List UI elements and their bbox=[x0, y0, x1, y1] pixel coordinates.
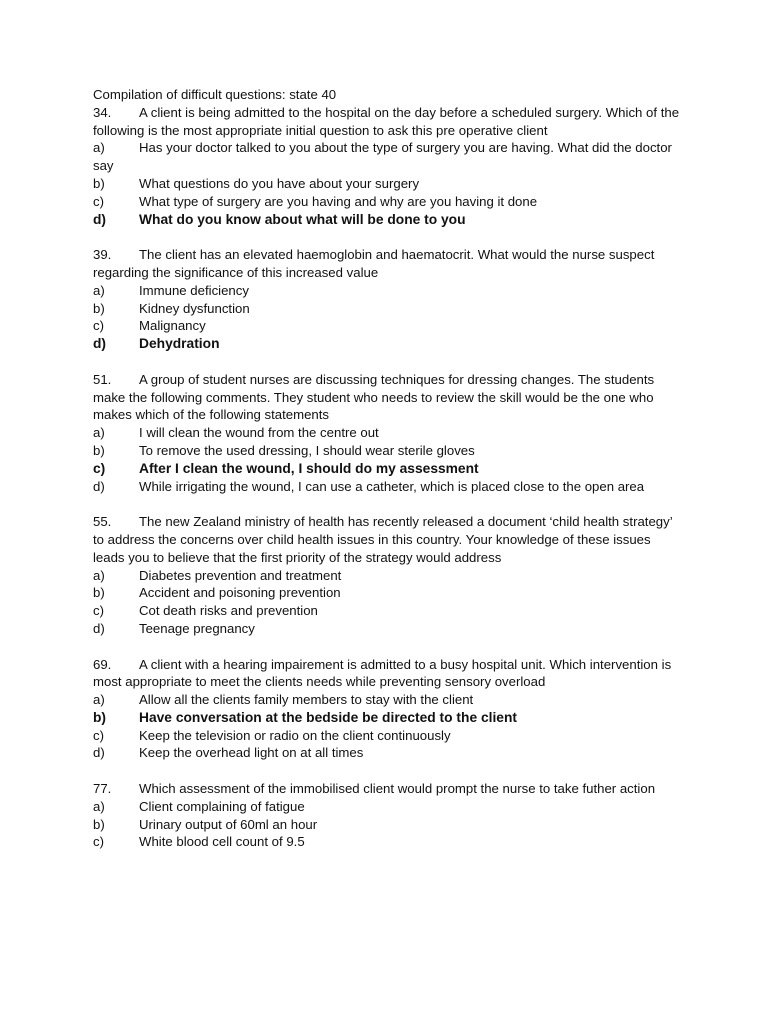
option-text: Cot death risks and prevention bbox=[139, 603, 318, 619]
answer-option-highlighted bbox=[93, 460, 683, 478]
option-label: b) bbox=[93, 709, 107, 725]
option-label: c) bbox=[93, 318, 104, 334]
option-text: Immune deficiency bbox=[139, 282, 249, 298]
answer-option bbox=[93, 833, 683, 851]
option-label: c) bbox=[93, 460, 106, 476]
question-number: 69. bbox=[93, 656, 112, 672]
answer-option bbox=[93, 282, 683, 300]
option-label: a) bbox=[93, 282, 105, 298]
question-block bbox=[93, 371, 683, 496]
answer-option bbox=[93, 478, 683, 496]
option-label: c) bbox=[93, 193, 104, 209]
option-text: What type of surgery are you having and why are you having it done bbox=[139, 193, 538, 209]
question-number: 55. bbox=[93, 514, 112, 530]
question-block bbox=[93, 656, 683, 763]
question-number: 34. bbox=[93, 104, 112, 120]
option-text: Has your doctor talked to you about the type of surgery you are having. What did the doctor say bbox=[93, 140, 672, 174]
option-label: b) bbox=[93, 442, 105, 458]
question-text-line bbox=[93, 656, 683, 692]
question-text: A group of student nurses are discussing techniques for dressing changes. The students make the following comments. They student who needs to review the skill would be the one who makes which of the following statements bbox=[93, 371, 655, 423]
option-text: Accident and poisoning prevention bbox=[139, 585, 341, 601]
option-text: Kidney dysfunction bbox=[139, 300, 250, 316]
answer-option bbox=[93, 424, 683, 442]
answer-option bbox=[93, 798, 683, 816]
question-number: 51. bbox=[93, 371, 112, 387]
question-block bbox=[93, 246, 683, 353]
option-label: c) bbox=[93, 727, 104, 743]
answer-option bbox=[93, 816, 683, 834]
option-label: d) bbox=[93, 478, 105, 494]
option-label: b) bbox=[93, 175, 105, 191]
question-text-line bbox=[93, 371, 683, 424]
question-block bbox=[93, 104, 683, 229]
option-label: a) bbox=[93, 567, 105, 583]
option-label: d) bbox=[93, 620, 105, 636]
option-label: a) bbox=[93, 692, 105, 708]
question-number: 77. bbox=[93, 781, 112, 797]
answer-option bbox=[93, 175, 683, 193]
option-text: Allow all the clients family members to stay with the client bbox=[139, 692, 474, 708]
answer-option bbox=[93, 620, 683, 638]
answer-option-highlighted bbox=[93, 211, 683, 229]
option-label: a) bbox=[93, 140, 105, 156]
question-list bbox=[93, 104, 683, 851]
answer-option bbox=[93, 727, 683, 745]
answer-option bbox=[93, 584, 683, 602]
option-text: To remove the used dressing, I should wear sterile gloves bbox=[139, 442, 475, 458]
answer-option-highlighted bbox=[93, 709, 683, 727]
document-page bbox=[93, 86, 683, 869]
option-text: Dehydration bbox=[139, 336, 220, 352]
option-text: Teenage pregnancy bbox=[139, 620, 255, 636]
question-text: A client is being admitted to the hospital on the day before a scheduled surgery. Which of the following is the most appropriate initial question to ask this pre operative client bbox=[93, 104, 680, 138]
question-block bbox=[93, 513, 683, 638]
question-text-line bbox=[93, 104, 683, 140]
question-block bbox=[93, 780, 683, 851]
option-text: Have conversation at the bedside be directed to the client bbox=[139, 709, 517, 725]
answer-option-highlighted bbox=[93, 335, 683, 353]
option-text: What questions do you have about your surgery bbox=[139, 175, 420, 191]
option-text: Diabetes prevention and treatment bbox=[139, 567, 342, 583]
option-label: c) bbox=[93, 603, 104, 619]
option-label: b) bbox=[93, 300, 105, 316]
option-text: What do you know about what will be done to you bbox=[139, 211, 466, 227]
option-text: Client complaining of fatigue bbox=[139, 798, 305, 814]
answer-option bbox=[93, 602, 683, 620]
question-text: Which assessment of the immobilised client would prompt the nurse to take futher action bbox=[139, 781, 656, 797]
option-label: d) bbox=[93, 745, 105, 761]
question-text-line bbox=[93, 780, 683, 798]
option-text: Keep the television or radio on the client continuously bbox=[139, 727, 451, 743]
answer-option bbox=[93, 193, 683, 211]
question-text: The client has an elevated haemoglobin and haematocrit. What would the nurse suspect regarding the significance of this increased value bbox=[93, 247, 655, 280]
option-label: a) bbox=[93, 425, 105, 441]
answer-option bbox=[93, 567, 683, 585]
answer-option bbox=[93, 691, 683, 709]
option-label: d) bbox=[93, 211, 107, 227]
document-title: Compilation of difficult questions: state 40 bbox=[93, 87, 337, 102]
option-text: Urinary output of 60ml an hour bbox=[139, 816, 318, 832]
question-text: A client with a hearing impairement is admitted to a busy hospital unit. Which intervention is most appropriate to meet the clients needs while preventing sensory overload bbox=[93, 656, 672, 690]
answer-option bbox=[93, 300, 683, 318]
option-label: c) bbox=[93, 834, 104, 850]
option-text: White blood cell count of 9.5 bbox=[139, 834, 305, 850]
answer-option bbox=[93, 139, 683, 175]
option-text: Keep the overhead light on at all times bbox=[139, 745, 364, 761]
option-text: After I clean the wound, I should do my assessment bbox=[139, 460, 479, 476]
option-label: a) bbox=[93, 798, 105, 814]
answer-option bbox=[93, 744, 683, 762]
question-text: The new Zealand ministry of health has recently released a document ‘child health strategy’ to address the concerns over child health issues in this country. Your knowledge of these issues leads you to believe that the first priority of the strategy would address bbox=[93, 514, 673, 565]
option-label: b) bbox=[93, 816, 105, 832]
answer-option bbox=[93, 442, 683, 460]
option-text: While irrigating the wound, I can use a catheter, which is placed close to the open area bbox=[139, 478, 645, 494]
option-label: d) bbox=[93, 336, 107, 352]
option-text: I will clean the wound from the centre out bbox=[139, 425, 379, 441]
question-text-line bbox=[93, 246, 683, 282]
answer-option bbox=[93, 317, 683, 335]
question-number: 39. bbox=[93, 247, 112, 263]
option-text: Malignancy bbox=[139, 318, 206, 334]
question-text-line bbox=[93, 513, 683, 566]
option-label: b) bbox=[93, 585, 105, 601]
